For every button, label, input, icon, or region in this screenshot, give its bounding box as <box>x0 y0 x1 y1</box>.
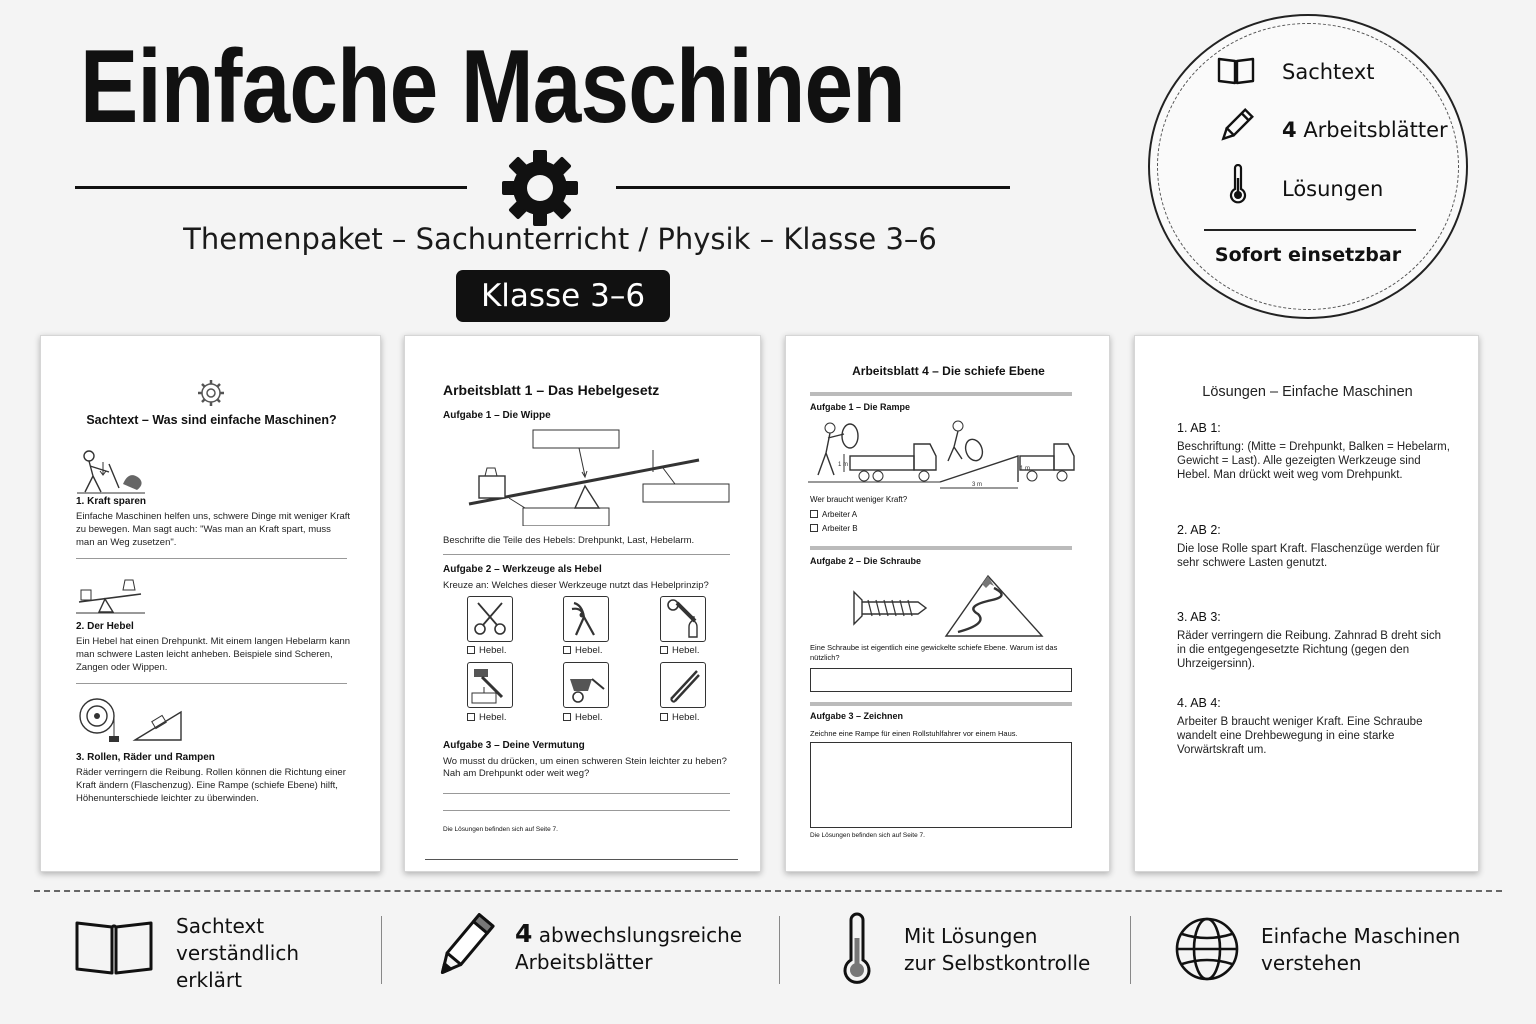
book-icon <box>1216 50 1256 90</box>
sheet-footer: Die Lösungen befinden sich auf Seite 7. <box>810 832 925 839</box>
gear-icon <box>500 148 580 228</box>
thermometer-icon <box>840 912 874 986</box>
length-label: 3 m <box>972 482 983 488</box>
divider <box>810 702 1072 706</box>
pulley-and-ramp-illustration <box>75 694 185 744</box>
checkbox-option[interactable]: Hebel. <box>467 644 506 657</box>
book-icon <box>74 917 154 977</box>
hammer-nail-icon <box>467 662 513 708</box>
bottle-opener-icon <box>660 596 706 642</box>
section-text: Ein Hebel hat einen Drehpunkt. Mit einem langen Hebelarm kann man schwere Lasten leicht anheben. Beispiele sind Scheren, Zangen oder Wippen. <box>76 636 351 673</box>
task-text: Kreuze an: Welches dieser Werkzeuge nutzt das Hebelprinzip? <box>443 580 709 591</box>
task-text: Nah am Drehpunkt oder weit weg? <box>443 768 590 779</box>
checkbox-option[interactable]: Hebel. <box>563 644 602 657</box>
answer-text: Beschriftung: (Mitte = Drehpunkt, Balken = Hebelarm, Gewicht = Last). Alle gezeigten Werkzeuge sind Hebel. Man drückt weit weg vom Drehpunkt. <box>1177 441 1450 481</box>
task-text: Zeichne eine Rampe für einen Rollstuhlfahrer vor einem Haus. <box>810 729 1018 738</box>
feature-loesungen: Mit Lösungen zur Selbstkontrolle <box>904 924 1091 975</box>
preview-sheet-sachtext <box>40 335 381 872</box>
height-label: 1 m <box>838 462 849 468</box>
section-text: Räder verringern die Reibung. Rollen können die Richtung einer Kraft ändern (Flaschenzug). Eine Rampe (schiefe Ebene) hilft, Höhenunterschiede leichter zu überwinden. <box>76 767 346 804</box>
preview-sheet-loesungen <box>1134 335 1479 872</box>
checkbox-option-a[interactable]: Arbeiter A <box>810 510 857 519</box>
feature-arbeitsblaetter: 4 abwechslungsreiche Arbeitsblätter <box>515 919 743 974</box>
seesaw-labeling-diagram <box>465 426 745 526</box>
sheet-title: Lösungen – Einfache Maschinen <box>1202 384 1413 400</box>
task-heading: Aufgabe 1 – Die Rampe <box>810 402 911 412</box>
section-text: Einfache Maschinen helfen uns, schwere Dinge mit weniger Kraft zu bewegen. Man sagt auch: "Was man an Kraft spart, muss man an Weg zusetzen". <box>76 511 351 548</box>
grade-badge: Klasse 3–6 <box>456 270 670 322</box>
divider <box>810 546 1072 550</box>
feature-separator <box>381 916 382 984</box>
section-heading: 1. Kraft sparen <box>76 496 147 507</box>
checkbox-option[interactable]: Hebel. <box>467 711 506 724</box>
task-heading: Aufgabe 3 – Deine Vermutung <box>443 740 585 751</box>
task-heading: Aufgabe 2 – Die Schraube <box>810 556 922 566</box>
feature-sachtext: Sachtext verständlich erklärt <box>176 914 300 992</box>
checkbox-option-b[interactable]: Arbeiter B <box>810 524 858 533</box>
sheet-footer: Die Lösungen befinden sich auf Seite 7. <box>443 826 558 833</box>
title-divider-left <box>75 186 467 189</box>
drawing-box[interactable] <box>810 742 1072 828</box>
circle-item-arbeitsblaetter: 4 Arbeitsblätter <box>1282 118 1448 142</box>
sheet-title: Arbeitsblatt 4 – Die schiefe Ebene <box>852 364 1045 378</box>
feature-separator <box>779 916 780 984</box>
task-heading: Aufgabe 1 – Die Wippe <box>443 410 551 421</box>
checkbox-option[interactable]: Hebel. <box>563 711 602 724</box>
answer-line[interactable] <box>443 793 730 794</box>
answer-label: 2. AB 2: <box>1177 523 1221 537</box>
checkbox-option[interactable]: Hebel. <box>660 711 699 724</box>
sheet-title: Arbeitsblatt 1 – Das Hebelgesetz <box>443 382 660 398</box>
page-title: Einfache Maschinen <box>80 29 905 145</box>
divider <box>810 392 1072 396</box>
tweezers-icon <box>660 662 706 708</box>
thermometer-icon <box>1218 164 1258 204</box>
preview-sheet-arbeitsblatt-4 <box>785 335 1110 872</box>
pencil-icon <box>430 912 496 984</box>
section-heading: 3. Rollen, Räder und Rampen <box>76 752 215 763</box>
divider <box>76 558 347 559</box>
title-divider-right <box>616 186 1010 189</box>
answer-box[interactable] <box>810 668 1072 692</box>
pliers-icon <box>563 596 609 642</box>
question-text: Wer braucht weniger Kraft? <box>810 495 908 504</box>
feature-verstehen: Einfache Maschinen verstehen <box>1261 924 1461 975</box>
answer-text: Die lose Rolle spart Kraft. Flaschenzüge werden für sehr schwere Lasten genutzt. <box>1177 543 1440 569</box>
gear-icon <box>196 378 226 408</box>
preview-sheet-arbeitsblatt-1 <box>404 335 761 872</box>
checkbox-option[interactable]: Hebel. <box>660 644 699 657</box>
seesaw-illustration <box>75 574 147 614</box>
task-text: nützlich? <box>810 653 840 662</box>
answer-label: 4. AB 4: <box>1177 696 1221 710</box>
answer-label: 1. AB 1: <box>1177 421 1221 435</box>
answer-text: Räder verringern die Reibung. Zahnrad B dreht sich in die entgegengesetzte Richtung (gegen den Uhrzeigersinn). <box>1177 630 1442 670</box>
height-label: 1 m <box>1020 466 1031 472</box>
circle-item-loesungen: Lösungen <box>1282 177 1384 201</box>
divider <box>443 554 730 555</box>
task-heading: Aufgabe 2 – Werkzeuge als Hebel <box>443 564 602 575</box>
task-heading: Aufgabe 3 – Zeichnen <box>810 711 904 721</box>
subtitle: Themenpaket – Sachunterricht / Physik – Klasse 3–6 <box>183 222 937 256</box>
answer-text: Arbeiter B braucht weniger Kraft. Eine Schraube wandelt eine Drehbewegung in eine starke Vorwärtskraft um. <box>1177 716 1423 756</box>
answer-label: 3. AB 3: <box>1177 610 1221 624</box>
divider <box>425 859 738 860</box>
section-heading: 2. Der Hebel <box>76 621 134 632</box>
divider <box>76 683 347 684</box>
scissors-icon <box>467 596 513 642</box>
task-text: Beschrifte die Teile des Hebels: Drehpunkt, Last, Hebelarm. <box>443 535 695 546</box>
task-text: Eine Schraube ist eigentlich eine gewickelte schiefe Ebene. Warum ist das <box>810 643 1058 652</box>
circle-footer: Sofort einsetzbar <box>1214 244 1402 266</box>
feature-bar-divider <box>34 890 1502 892</box>
task-text: Wo musst du drücken, um einen schweren Stein leichter zu heben? <box>443 756 727 767</box>
circle-item-sachtext: Sachtext <box>1282 60 1375 84</box>
feature-separator <box>1130 916 1131 984</box>
sheet-title: Sachtext – Was sind einfache Maschinen? <box>86 413 337 427</box>
pencil-icon <box>1216 106 1256 146</box>
globe-icon <box>1174 916 1240 982</box>
ramp-comparison-illustration <box>808 416 1080 492</box>
screw-and-mountain-illustration <box>846 570 1046 640</box>
circle-divider <box>1204 229 1416 231</box>
wheelbarrow-icon <box>563 662 609 708</box>
worker-lifting-illustration <box>75 448 147 494</box>
answer-line[interactable] <box>443 810 730 811</box>
